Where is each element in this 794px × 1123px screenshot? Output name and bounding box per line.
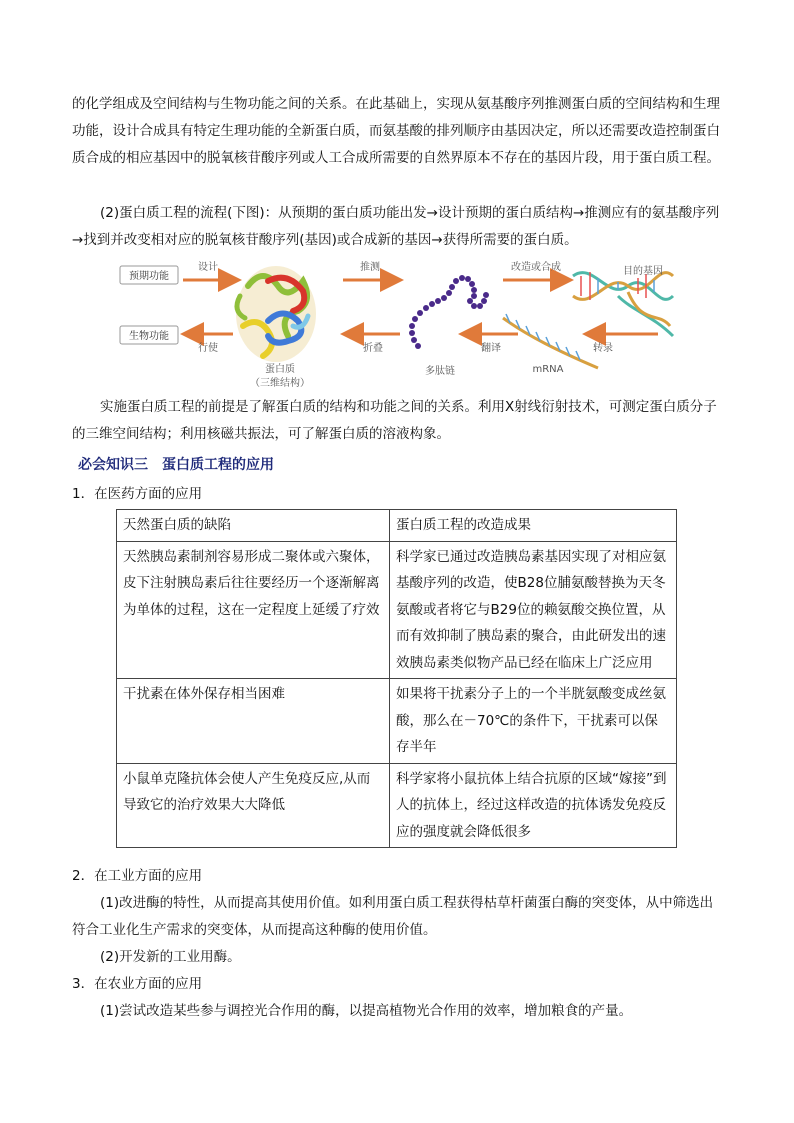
- section-title: 必会知识三 蛋白质工程的应用: [78, 457, 274, 473]
- paragraph-agriculture-1: (1)尝试改造某些参与调控光合作用的酶，以提高植物光合作用的效率，增加粮食的产量。: [100, 1003, 633, 1019]
- protein-3d-structure: [236, 266, 316, 362]
- bio-function-label: 生物功能: [129, 331, 169, 342]
- table-header-cell: 天然蛋白质的缺陷: [117, 510, 390, 542]
- paragraph-industry-1: (1)改进酶的特性，从而提高其使用价值。如利用蛋白质工程获得枯草杆菌蛋白酶的突变体，从中筛选出符合工业化生产需求的突变体，从而提高这种酶的使用价值。: [72, 895, 714, 938]
- table-row: [117, 679, 677, 764]
- table-header-row: [117, 510, 677, 542]
- table-cell: 天然胰岛素制剂容易形成二聚体或六聚体，皮下注射胰岛素后往往要经历一个逐渐解离为单体的过程，这在一定程度上延缓了疗效: [117, 541, 390, 679]
- modify-label: 改造或合成: [511, 262, 561, 273]
- table-cell: 干扰素在体外保存相当困难: [117, 679, 390, 764]
- paragraph-process: (2)蛋白质工程的流程(下图)：从预期的蛋白质功能出发→设计预期的蛋白质结构→推测应有的氨基酸序列→找到并改变相对应的脱氧核苷酸序列(基因)或合成新的基因→获得所需要的蛋白质。: [72, 205, 720, 248]
- subsection-medicine: 1．在医药方面的应用: [72, 486, 203, 502]
- expected-function-label: 预期功能: [129, 271, 169, 282]
- comparison-table: [116, 509, 677, 848]
- act-label: 行使: [198, 343, 218, 354]
- dna-helix: [573, 272, 673, 336]
- paragraph-protein-relationship: 的化学组成及空间结构与生物功能之间的关系。在此基础上，实现从氨基酸序列推测蛋白质的空间结构和生理功能，设计合成具有特定生理功能的全新蛋白质，而氨基酸的排列顺序由基因决定，所以还需要改造控制蛋白质合成的相应基因中的脱氧核苷酸序列或人工合成所需要的自然界原本不存在的基因片段，用于蛋白质工程。: [72, 96, 720, 166]
- subsection-industry: 2．在工业方面的应用: [72, 868, 203, 884]
- protein-sub-label: （三维结构）: [250, 378, 310, 389]
- table-cell: 科学家已通过改造胰岛素基因实现了对相应氨基酸序列的改造，使B28位脯氨酸替换为天冬氨酸或者将它与B29位的赖氨酸交换位置，从而有效抑制了胰岛素的聚合，由此研发出的速效胰岛素类似物产品已经在临床上广泛应用: [390, 541, 677, 679]
- table-cell: 科学家将小鼠抗体上结合抗原的区域“嫁接”到人的抗体上，经过这样改造的抗体诱发免疫反应的强度就会降低很多: [390, 763, 677, 848]
- table-cell: 小鼠单克隆抗体会使人产生免疫反应,从而导致它的治疗效果大大降低: [117, 763, 390, 848]
- mrna-label: mRNA: [532, 364, 564, 375]
- design-label: 设计: [198, 262, 218, 273]
- target-gene-label: 目的基因: [623, 266, 663, 277]
- table-header-cell: 蛋白质工程的改造成果: [390, 510, 677, 542]
- table-row: [117, 763, 677, 848]
- subsection-agriculture: 3．在农业方面的应用: [72, 976, 203, 992]
- polypeptide-label: 多肽链: [425, 366, 455, 377]
- table-row: [117, 541, 677, 679]
- translate-label: 翻译: [481, 343, 501, 354]
- paragraph-prerequisite: 实施蛋白质工程的前提是了解蛋白质的结构和功能之间的关系。利用X射线衍射技术，可测定蛋白质分子的三维空间结构；利用核磁共振法，可了解蛋白质的溶液构象。: [72, 399, 717, 442]
- transcribe-label: 转录: [593, 343, 613, 354]
- table-cell: 如果将干扰素分子上的一个半胱氨酸变成丝氨酸，那么在－70℃的条件下，干扰素可以保存半年: [390, 679, 677, 764]
- paragraph-industry-2: (2)开发新的工业用酶。: [100, 949, 241, 965]
- protein-engineering-diagram: [118, 256, 678, 391]
- mrna-strand: [503, 314, 598, 368]
- polypeptide-chain: [409, 275, 489, 349]
- infer-label: 推测: [360, 262, 380, 273]
- protein-label: 蛋白质: [265, 364, 295, 375]
- fold-label: 折叠: [363, 343, 383, 354]
